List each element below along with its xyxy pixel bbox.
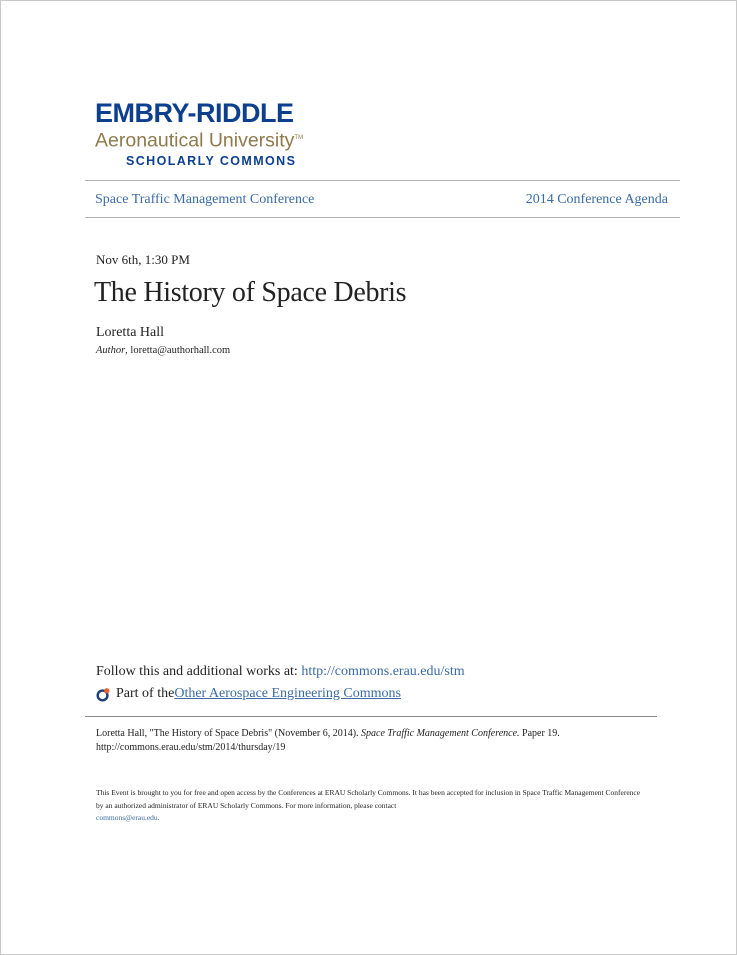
author-name: Loretta Hall [96,325,165,340]
part-of-prefix: Part of the [116,686,175,701]
logo-university-subtitle [95,127,365,152]
notice-text: This Event is brought to you for free and open access by the Conferences at ERAU Scholarly Commons. It has been accepted for inclusion in Space Traffic Management Conference by an authorized administrator of ERAU Scholarly Commons. For more information, please contact [96,788,641,810]
agenda-link[interactable]: 2014 Conference Agenda [525,192,668,207]
logo-subtitle-text: Aeronautical University [95,129,295,152]
citation-rule [85,716,657,717]
logo-university-name: EMBRY-RIDDLE [95,98,294,128]
commons-network-icon [96,687,111,702]
event-datetime: Nov 6th, 1:30 PM [96,252,190,267]
access-notice [96,787,641,825]
citation-paper: Paper 19. [519,728,560,739]
logo-scholarly-commons: SCHOLARLY COMMONS [126,154,297,168]
contact-email-link[interactable]: commons@erau.edu [96,813,158,822]
aerospace-commons-link[interactable]: Other Aerospace Engineering Commons [174,686,401,701]
author-role: Author [96,345,126,356]
notice-end: . [157,813,160,822]
citation-text: Loretta Hall, "The History of Space Debris" (November 6, 2014). [96,728,362,739]
citation-venue: Space Traffic Management Conference. [361,728,520,739]
header-bottom-rule [85,217,680,218]
follow-prefix: Follow this and additional works at: [96,664,302,679]
citation-block [96,727,656,755]
author-email: , loretta@authorhall.com [125,345,231,356]
conference-link[interactable]: Space Traffic Management Conference [95,192,315,207]
event-title: The History of Space Debris [94,277,407,308]
follow-url-link[interactable]: http://commons.erau.edu/stm [301,664,465,679]
part-of-line [96,686,401,702]
follow-line [96,664,465,680]
citation-url: http://commons.erau.edu/stm/2014/thursday/19 [96,742,286,753]
author-details [96,345,230,356]
logo-trademark: TM [294,135,304,141]
header-top-rule [85,180,680,181]
university-logo[interactable] [95,98,365,168]
